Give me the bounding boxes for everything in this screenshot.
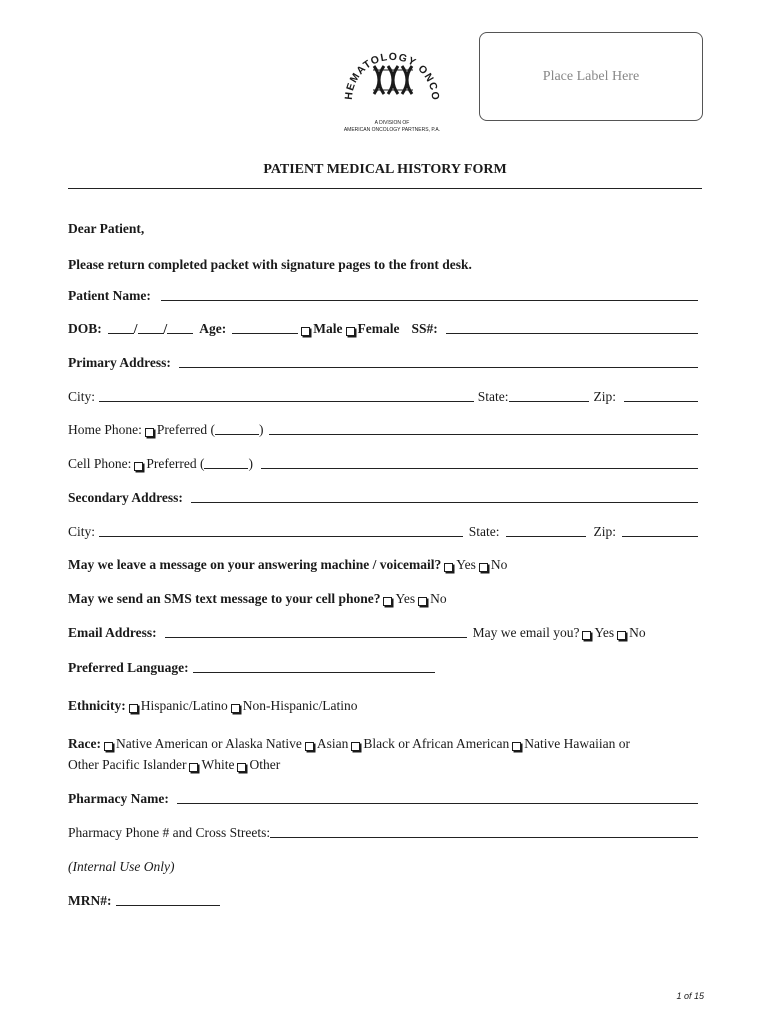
voicemail-no-label: No [490,557,508,572]
race-other-label: Other [249,757,281,772]
race-label: Race: [68,736,101,751]
language-row [68,654,698,676]
primary-address-label: Primary Address: [68,355,171,370]
home-phone-area-code-field[interactable] [215,434,259,435]
pharmacy-phone-row [68,819,698,841]
race-white-label: White [201,757,235,772]
logo-division-line1: A DIVISION OF [374,120,410,126]
ethnicity-hispanic-label: Hispanic/Latino [140,698,228,713]
primary-address-row [68,349,698,371]
race-white-checkbox[interactable] [189,763,198,772]
city-field-2[interactable] [99,536,463,537]
email-label: Email Address: [68,625,157,640]
pharmacy-phone-field[interactable] [270,837,698,838]
dob-slash-1: / [133,321,138,336]
email-no-label: No [629,625,646,640]
email-yes-label: Yes [594,625,615,640]
pharmacy-name-row [68,785,698,807]
label-box-text: Place Label Here [542,69,640,84]
cell-phone-preferred-label: Preferred ( [146,456,205,471]
internal-use-row [68,853,698,875]
city-label-2: City: [68,524,96,539]
pharmacy-name-field[interactable] [177,803,698,804]
language-field[interactable] [193,672,435,673]
dob-day-field[interactable] [138,333,164,334]
race-hawaiian-label: Native Hawaiian or [524,736,630,751]
sms-yes-label: Yes [395,591,416,606]
email-yes-checkbox[interactable] [582,631,591,640]
dob-row [68,315,698,337]
dob-label: DOB: [68,321,102,336]
sms-yes-checkbox[interactable] [383,597,392,606]
ethnicity-hispanic-checkbox[interactable] [129,704,138,713]
race-black-checkbox[interactable] [351,742,360,751]
ethnicity-label: Ethnicity: [68,698,126,713]
dob-year-field[interactable] [167,333,193,334]
dob-slash-2: / [163,321,168,336]
female-label: Female [357,321,400,336]
voicemail-row [68,551,698,573]
race-row [68,730,698,752]
male-checkbox[interactable] [301,327,310,336]
race-native-american-label: Native American or Alaska Native [115,736,302,751]
page-number: 1 of 15 [676,991,704,1001]
home-phone-preferred-label: Preferred ( [156,422,215,437]
secondary-address-label: Secondary Address: [68,490,183,505]
home-phone-preferred-checkbox[interactable] [145,428,154,437]
race-other-checkbox[interactable] [237,763,246,772]
home-phone-paren: ) [258,422,264,437]
state-field-2[interactable] [506,536,586,537]
ethnicity-row [68,692,698,714]
ethnicity-non-hispanic-checkbox[interactable] [231,704,240,713]
logo-arc-text: HEMATOLOGY ONCO [342,50,442,102]
cell-phone-row [68,450,698,472]
instruction: Please return completed packet with signature pages to the front desk. [68,257,472,272]
email-question: May we email you? [472,625,580,640]
home-phone-row [68,416,698,438]
home-phone-field[interactable] [269,434,698,435]
mrn-label: MRN#: [68,893,112,908]
race-native-american-checkbox[interactable] [104,742,113,751]
race-row-2 [68,751,698,773]
sms-no-checkbox[interactable] [418,597,427,606]
ss-label: SS#: [411,321,438,336]
city-row-2 [68,518,698,540]
pharmacy-name-label: Pharmacy Name: [68,791,169,806]
race-hawaiian-label-cont: Other Pacific Islander [68,757,187,772]
title-divider [68,188,702,189]
email-row [68,619,698,641]
ss-field[interactable] [446,333,698,334]
logo-emblem [336,30,448,126]
race-asian-checkbox[interactable] [305,742,314,751]
city-field-1[interactable] [99,401,474,402]
form-title: PATIENT MEDICAL HISTORY FORM [263,162,507,177]
instruction-row [68,251,698,273]
sms-no-label: No [430,591,447,606]
greeting-row [68,215,698,237]
mrn-field[interactable] [116,905,220,906]
race-asian-label: Asian [316,736,349,751]
city-row-1 [68,383,698,405]
voicemail-yes-checkbox[interactable] [444,563,453,572]
female-checkbox[interactable] [346,327,355,336]
email-field[interactable] [165,637,467,638]
patient-name-field[interactable] [161,300,698,301]
pharmacy-phone-label: Pharmacy Phone # and Cross Streets: [68,825,271,840]
sms-row [68,585,698,607]
ethnicity-non-hispanic-label: Non-Hispanic/Latino [242,698,358,713]
home-phone-label: Home Phone: [68,422,142,437]
zip-field-1[interactable] [624,401,698,402]
city-label-1: City: [68,389,96,404]
clinic-logo [336,30,448,140]
patient-name-label: Patient Name: [68,288,151,303]
patient-name-row [68,282,698,304]
state-field-1[interactable] [509,401,589,402]
secondary-address-field[interactable] [191,502,698,503]
zip-label-1: Zip: [593,389,616,404]
cell-phone-paren: ) [248,456,253,471]
language-label: Preferred Language: [68,660,189,675]
dob-month-field[interactable] [108,333,134,334]
cell-phone-field[interactable] [261,468,698,469]
male-label: Male [313,321,343,336]
voicemail-yes-label: Yes [456,557,476,572]
state-label-2: State: [468,524,500,539]
sms-question: May we send an SMS text message to your cell phone? [68,591,381,606]
cell-phone-label: Cell Phone: [68,456,132,471]
zip-field-2[interactable] [622,536,698,537]
label-box [479,32,703,121]
age-label: Age: [199,321,227,336]
cell-phone-preferred-checkbox[interactable] [134,462,143,471]
greeting: Dear Patient, [68,221,145,236]
primary-address-field[interactable] [179,367,698,368]
zip-label-2: Zip: [593,524,616,539]
logo-division-line2: AMERICAN ONCOLOGY PARTNERS, P.A. [343,127,441,133]
race-hawaiian-checkbox[interactable] [512,742,521,751]
state-label-1: State: [477,389,509,404]
internal-use-label: (Internal Use Only) [68,859,175,874]
email-no-checkbox[interactable] [617,631,626,640]
race-black-label: Black or African American [363,736,510,751]
cell-phone-area-code-field[interactable] [204,468,248,469]
mrn-row [68,887,698,909]
age-field[interactable] [232,333,298,334]
voicemail-question: May we leave a message on your answering machine / voicemail? [68,557,442,572]
secondary-address-row [68,484,698,506]
voicemail-no-checkbox[interactable] [479,563,488,572]
